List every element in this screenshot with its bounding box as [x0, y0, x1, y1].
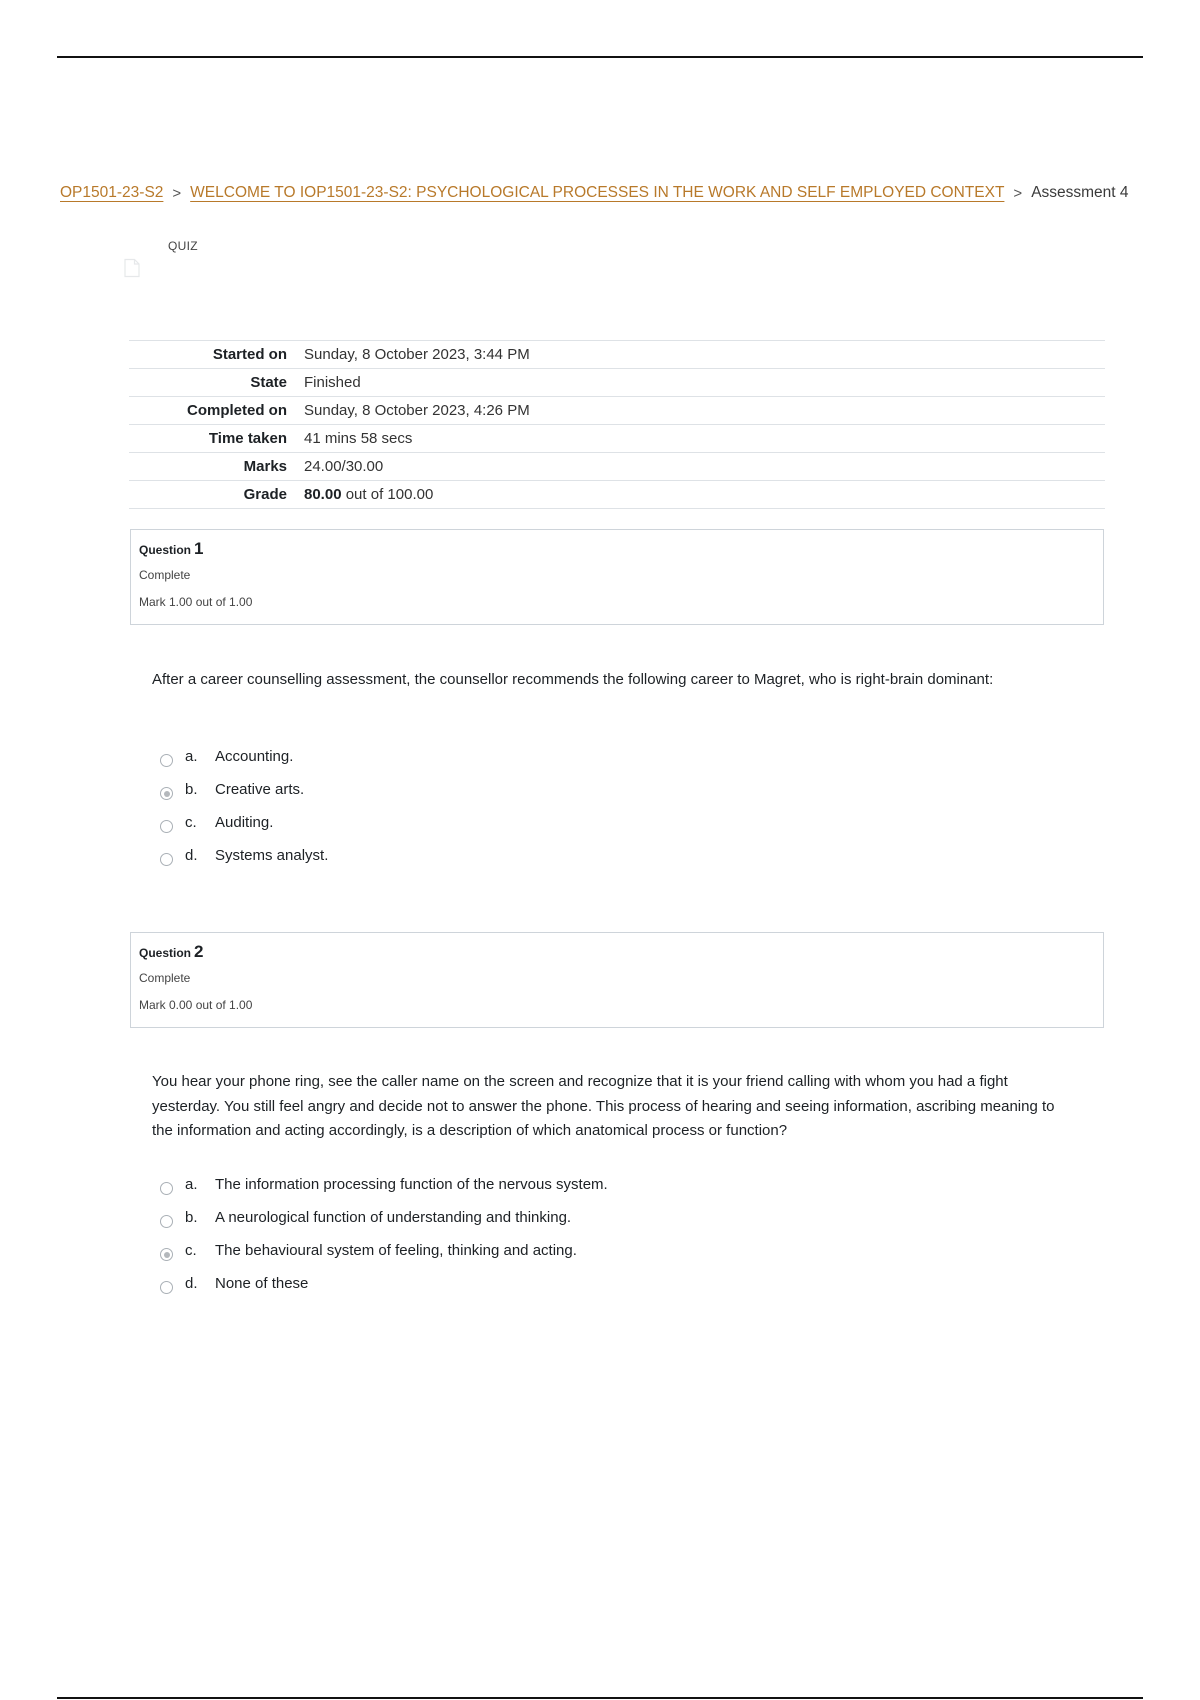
question-2-text: You hear your phone ring, see the caller name on the screen and recognize that it is your friend calling with whom you had a fight yesterday. You still feel angry and decide not to answer the phone. This process of hearing and seeing information, ascribing meaning to the information and acting accordingly, is a description of which anatomical process or function? — [152, 1073, 1055, 1139]
radio-button-selected[interactable] — [160, 1248, 173, 1261]
summary-row-time-taken — [129, 425, 1105, 453]
answer-text: Creative arts. — [215, 781, 305, 798]
summary-row-grade — [129, 481, 1105, 509]
breadcrumb-separator-icon: > — [1013, 184, 1023, 202]
breadcrumb-separator-icon: > — [172, 184, 182, 202]
question-state: Complete — [139, 971, 191, 985]
answer-option[interactable] — [160, 779, 1060, 812]
activity-type-label: QUIZ — [168, 239, 198, 253]
answer-letter: a. — [185, 1176, 198, 1193]
question-1-info — [130, 529, 1104, 625]
radio-button[interactable] — [160, 853, 173, 866]
answer-letter: a. — [185, 748, 198, 765]
summary-value: Sunday, 8 October 2023, 3:44 PM — [304, 346, 530, 363]
breadcrumb-course-short-link[interactable]: OP1501-23-S2 — [60, 184, 164, 201]
summary-value: 24.00/30.00 — [304, 458, 384, 475]
answer-text: None of these — [215, 1275, 309, 1292]
breadcrumb-course-full-link[interactable]: WELCOME TO IOP1501-23-S2: PSYCHOLOGICAL PROCESSES IN THE WORK AND SELF EMPLOYED CONTEXT — [190, 184, 1005, 201]
question-2-answers — [160, 1174, 1060, 1306]
answer-option[interactable] — [160, 1273, 1060, 1306]
question-number — [139, 539, 203, 559]
summary-row-marks — [129, 453, 1105, 481]
radio-button[interactable] — [160, 1281, 173, 1294]
answer-letter: c. — [185, 1242, 197, 1259]
answer-text: Accounting. — [215, 748, 294, 765]
summary-value: Finished — [304, 374, 361, 391]
summary-label: Marks — [243, 458, 287, 475]
question-2-info — [130, 932, 1104, 1028]
answer-option[interactable] — [160, 1207, 1060, 1240]
answer-text: Systems analyst. — [215, 847, 329, 864]
summary-label: Started on — [212, 346, 287, 363]
summary-value — [304, 481, 1105, 509]
summary-value: 41 mins 58 secs — [304, 430, 413, 447]
page-top-rule — [57, 56, 1143, 58]
radio-button[interactable] — [160, 1215, 173, 1228]
answer-option[interactable] — [160, 746, 1060, 779]
question-1-answers — [160, 746, 1060, 878]
answer-option[interactable] — [160, 1174, 1060, 1207]
page-bottom-rule — [57, 1697, 1143, 1699]
answer-letter: d. — [185, 1275, 198, 1292]
summary-row-completed — [129, 397, 1105, 425]
answer-letter: b. — [185, 1209, 198, 1226]
radio-button[interactable] — [160, 754, 173, 767]
radio-button[interactable] — [160, 820, 173, 833]
question-number — [139, 942, 203, 962]
question-mark: Mark 0.00 out of 1.00 — [139, 998, 253, 1012]
summary-value: Sunday, 8 October 2023, 4:26 PM — [304, 402, 530, 419]
summary-label: Completed on — [187, 402, 287, 419]
answer-option[interactable] — [160, 812, 1060, 845]
question-label: Question — [139, 543, 192, 557]
question-number-value: 1 — [194, 539, 204, 558]
question-state: Complete — [139, 568, 191, 582]
answer-text: The behavioural system of feeling, thinking and acting. — [215, 1242, 577, 1259]
summary-label: Grade — [243, 486, 287, 503]
answer-option[interactable] — [160, 1240, 1060, 1273]
summary-row-state — [129, 369, 1105, 397]
breadcrumb — [60, 184, 1150, 202]
answer-text: A neurological function of understanding and thinking. — [215, 1209, 572, 1226]
answer-text: The information processing function of the nervous system. — [215, 1176, 608, 1193]
question-number-value: 2 — [194, 942, 204, 961]
question-label: Question — [139, 946, 192, 960]
grade-value: 80.00 — [304, 486, 342, 503]
answer-letter: c. — [185, 814, 197, 831]
question-1-text: After a career counselling assessment, the counsellor recommends the following career to Magret, who is right-brain dominant: — [152, 671, 994, 688]
radio-button[interactable] — [160, 1182, 173, 1195]
answer-letter: b. — [185, 781, 198, 798]
grade-max: out of 100.00 — [341, 486, 434, 503]
question-mark: Mark 1.00 out of 1.00 — [139, 595, 253, 609]
summary-label: Time taken — [208, 430, 287, 447]
answer-text: Auditing. — [215, 814, 274, 831]
answer-option[interactable] — [160, 845, 1060, 878]
summary-row-started — [129, 341, 1105, 369]
radio-button-selected[interactable] — [160, 787, 173, 800]
quiz-icon — [122, 258, 142, 278]
breadcrumb-current: Assessment 4 — [1031, 184, 1129, 201]
answer-letter: d. — [185, 847, 198, 864]
summary-label: State — [250, 374, 287, 391]
attempt-summary-table — [129, 340, 1105, 509]
